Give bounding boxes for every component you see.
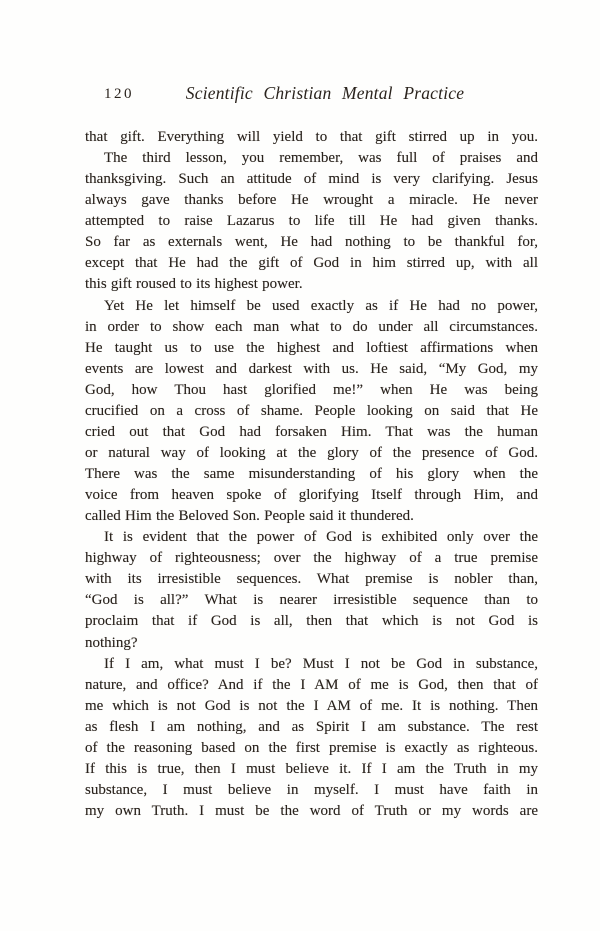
- text-line: called Him the Beloved Son. People said it thundered.: [85, 508, 414, 525]
- text-line: God, how Thou hast glorified me!” when He was being: [85, 381, 538, 398]
- paragraph: [85, 527, 538, 653]
- text-line: that gift. Everything will yield to that gift stirred up in you.: [85, 129, 538, 145]
- paragraph: [85, 296, 538, 528]
- text-line: crucified on a cross of shame. People looking on said that He: [85, 402, 538, 419]
- text-line: of the reasoning based on the first premise is exactly as righteous.: [85, 739, 538, 756]
- text-line: me which is not God is not the I AM of me. It is nothing. Then: [85, 697, 538, 714]
- text-line: There was the same misunderstanding of his glory when the: [85, 466, 538, 482]
- text-line: with its irresistible sequences. What premise is nobler than,: [85, 571, 538, 588]
- text-line: If I am, what must I be? Must I not be God in substance,: [104, 655, 538, 672]
- text-line: He taught us to use the highest and loftiest affirmations when: [85, 339, 538, 356]
- running-title: Scientific Christian Mental Practice: [185, 83, 465, 103]
- text-line: So far as externals went, He had nothing to be thankful for,: [85, 234, 538, 251]
- text-line: events are lowest and darkest with us. He said, “My God, my: [85, 360, 538, 377]
- text-line: nature, and office? And if the I AM of me is God, then that of: [85, 676, 538, 693]
- text-line: as flesh I am nothing, and as Spirit I am substance. The rest: [85, 718, 538, 735]
- text-line: nothing?: [85, 634, 138, 651]
- page-number: 120: [104, 86, 134, 102]
- text-line: highway of righteousness; over the highway of a true premise: [85, 550, 538, 567]
- text-line: this gift roused to its highest power.: [85, 276, 303, 293]
- paragraph: [85, 148, 538, 295]
- text-line: my own Truth. I must be the word of Truth or my words are: [85, 803, 538, 819]
- text-line: cried out that God had forsaken Him. That was the human: [85, 423, 538, 440]
- text-line: attempted to raise Lazarus to life till He had given thanks.: [85, 213, 538, 230]
- text-line: voice from heaven spoke of glorifying Itself through Him, and: [85, 487, 538, 504]
- text-line: “God is all?” What is nearer irresistible sequence than to: [85, 592, 538, 609]
- text-line: The third lesson, you remember, was full of praises and: [104, 150, 538, 167]
- text-line: thanksgiving. Such an attitude of mind is very clarifying. Jesus: [85, 171, 538, 188]
- text-line: It is evident that the power of God is exhibited only over the: [104, 529, 538, 546]
- text-line: except that He had the gift of God in him stirred up, with all: [85, 255, 538, 272]
- text-line: proclaim that if God is all, then that which is not God is: [85, 613, 538, 630]
- text-line: Yet He let himself be used exactly as if He had no power,: [104, 297, 538, 314]
- text-line: in order to show each man what to do under all circumstances.: [85, 318, 538, 335]
- text-line: always gave thanks before He wrought a miracle. He never: [85, 192, 538, 209]
- text-line: If this is true, then I must believe it. If I am the Truth in my: [85, 760, 538, 777]
- paragraph: [85, 654, 538, 823]
- paragraph: [85, 127, 538, 148]
- text-line: or natural way of looking at the glory of the presence of God.: [85, 444, 538, 461]
- text-block: [85, 127, 538, 822]
- text-line: substance, I must believe in myself. I must have faith in: [85, 781, 538, 798]
